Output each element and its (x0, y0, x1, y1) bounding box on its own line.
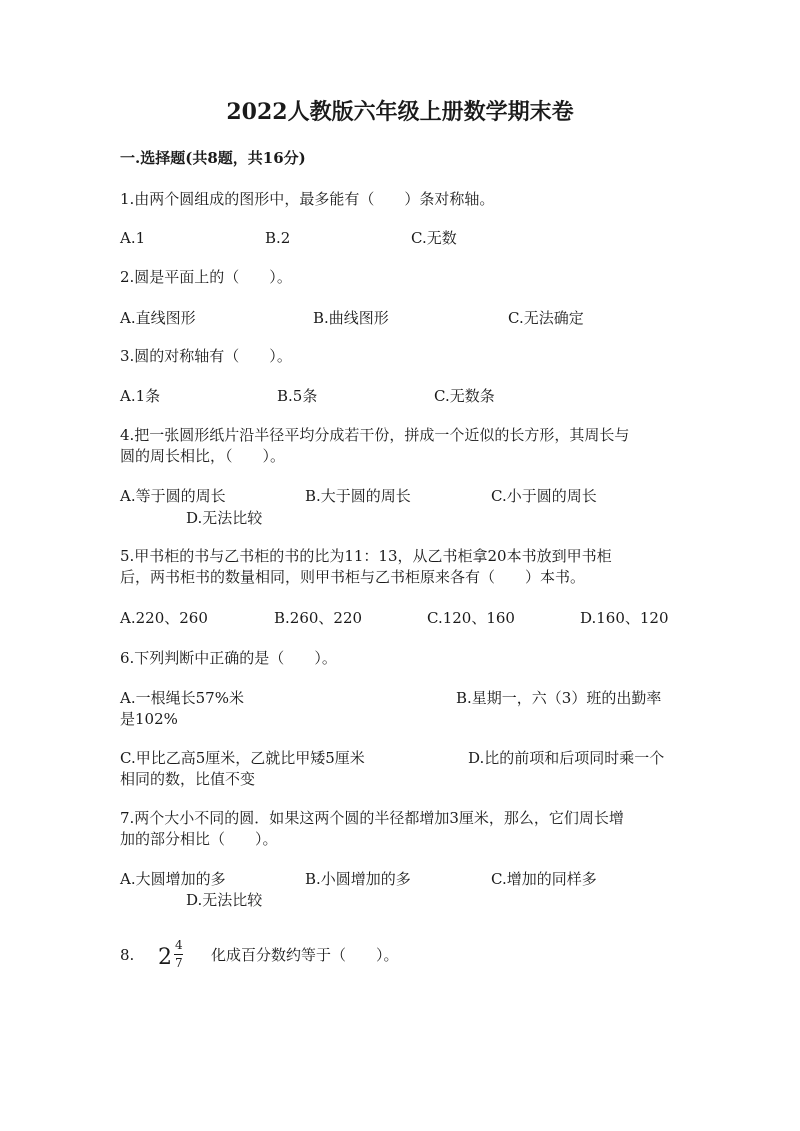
mixed-number-numerator: 4 (175, 938, 183, 952)
mixed-number-denominator: 7 (175, 956, 183, 970)
question-3-stem: 3.圆的对称轴有（ ）。 (120, 347, 292, 365)
question-5-stem-line-2: 后，两书柜书的数量相同，则甲书柜与乙书柜原来各有（ ）本书。 (120, 568, 586, 586)
question-6-option-d: D.比的前项和后项同时乘一个 (468, 749, 665, 767)
question-1-stem: 1.由两个圆组成的图形中，最多能有（ ）条对称轴。 (120, 190, 495, 208)
question-4-option-a: A.等于圆的周长 (120, 487, 226, 505)
section-heading: 一.选择题(共8题，共16分) (120, 149, 306, 167)
fraction-bar (174, 954, 183, 955)
question-3-option-a: A.1条 (120, 387, 161, 405)
question-7-option-b: B.小圆增加的多 (305, 870, 411, 888)
question-4-option-d: D.无法比较 (186, 509, 263, 527)
question-7-stem-line-1: 7.两个大小不同的圆．如果这两个圆的半径都增加3厘米，那么，它们周长增 (120, 809, 624, 827)
question-7-option-d: D.无法比较 (186, 891, 263, 909)
question-5-stem-line-1: 5.甲书柜的书与乙书柜的书的比为11：13，从乙书柜拿20本书放到甲书柜 (120, 547, 612, 565)
question-6-option-d-wrap: 相同的数，比值不变 (120, 770, 256, 788)
question-8-stem: 化成百分数约等于（ ）。 (211, 946, 399, 964)
question-1-option-c: C.无数 (411, 229, 457, 247)
question-3-option-c: C.无数条 (434, 387, 495, 405)
question-4-option-c: C.小于圆的周长 (491, 487, 597, 505)
question-2-option-a: A.直线图形 (120, 309, 196, 327)
question-5-option-d: D.160、120 (580, 609, 669, 627)
question-6-stem: 6.下列判断中正确的是（ ）。 (120, 649, 337, 667)
question-7-stem-line-2: 加的部分相比（ ）。 (120, 830, 278, 848)
page-title: 2022人教版六年级上册数学期末卷 (226, 99, 574, 125)
question-4-stem-line-2: 圆的周长相比，（ ）。 (120, 447, 286, 465)
question-8-number: 8. (120, 946, 135, 964)
question-4-stem-line-1: 4.把一张圆形纸片沿半径平均分成若干份，拼成一个近似的长方形，其周长与 (120, 426, 630, 444)
question-2-stem: 2.圆是平面上的（ ）。 (120, 268, 292, 286)
question-7-option-a: A.大圆增加的多 (120, 870, 226, 888)
question-4-option-b: B.大于圆的周长 (305, 487, 411, 505)
question-3-option-b: B.5条 (277, 387, 318, 405)
question-1-option-b: B.2 (265, 229, 291, 247)
question-6-option-b-wrap: 是102% (120, 710, 178, 728)
question-2-option-c: C.无法确定 (508, 309, 584, 327)
question-5-option-b: B.260、220 (274, 609, 363, 627)
question-6-option-b: B.星期一，六（3）班的出勤率 (456, 689, 662, 707)
question-2-option-b: B.曲线图形 (313, 309, 389, 327)
question-5-option-c: C.120、160 (427, 609, 515, 627)
question-6-option-c: C.甲比乙高5厘米，乙就比甲矮5厘米 (120, 749, 365, 767)
mixed-number-whole: 2 (158, 945, 172, 970)
question-1-option-a: A.1 (120, 229, 146, 247)
question-7-option-c: C.增加的同样多 (491, 870, 597, 888)
question-6-option-a: A.一根绳长57%米 (120, 689, 244, 707)
question-5-option-a: A.220、260 (120, 609, 208, 627)
